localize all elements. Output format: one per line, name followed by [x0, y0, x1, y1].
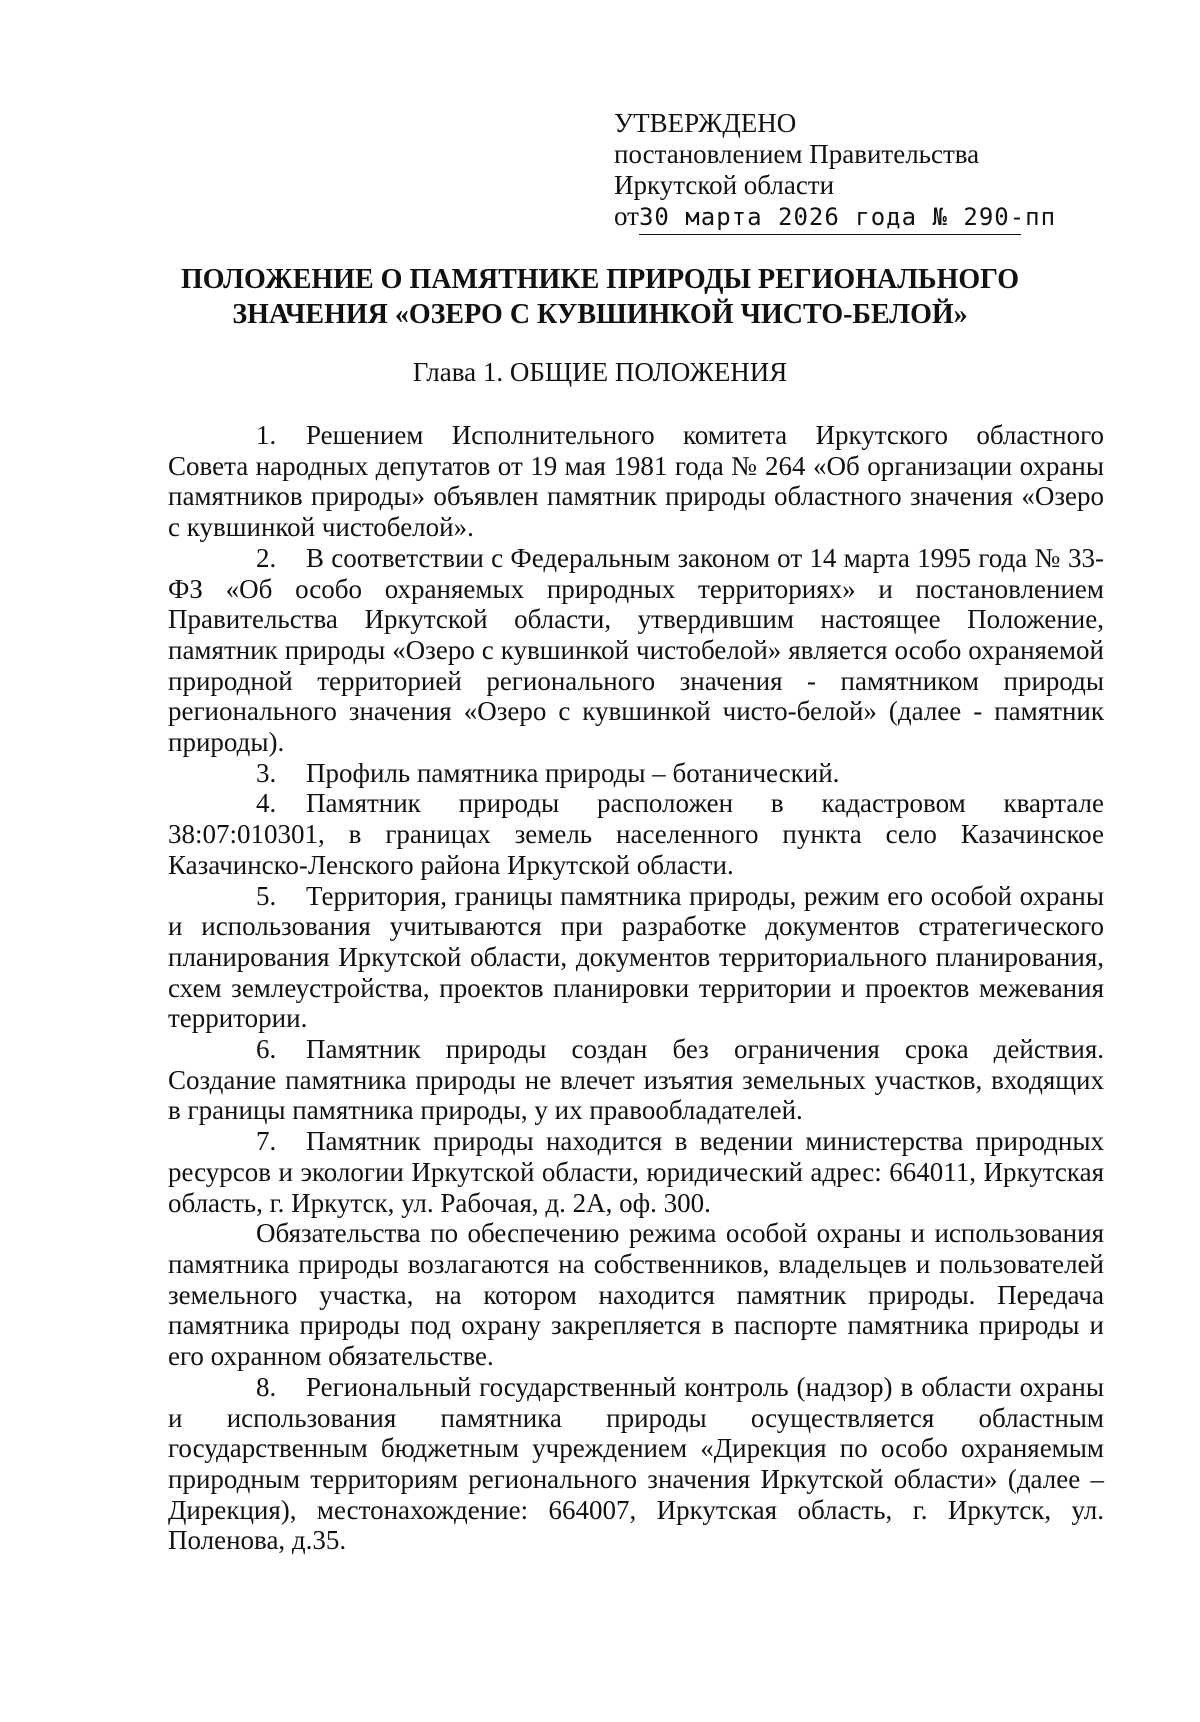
paragraph-number: 1.	[256, 420, 277, 450]
paragraph-text: Профиль памятника природы – ботанический.	[306, 757, 840, 788]
paragraph-number: 4.	[256, 788, 277, 819]
paragraph-text: Территория, границы памятника природы, режим его особой охраны и использования учитываются при разработке документов стратегического планирования Иркутской области, документов территориального планирования, схем землеустройства, проектов планировки территории и проектов межевания территории.	[168, 880, 1104, 1034]
paragraph	[168, 543, 1104, 758]
paragraph-continuation	[168, 1218, 1104, 1372]
approval-region: Иркутской области	[614, 170, 835, 200]
paragraph-number: 7.	[256, 1126, 277, 1157]
paragraph-text: В соответствии с Федеральным законом от 14 марта 1995 года № 33-ФЗ «Об особо охраняемых природных территориях» и постановлением Правительства Иркутской области, утвердившим настоящее Положение, памятник природы «Озеро с кувшинкой чистобелой» является особо охраняемой природной территорией регионального значения - памятником природы регионального значения «Озеро с кувшинкой чисто-белой» (далее - памятник природы).	[168, 542, 1104, 758]
paragraph	[168, 758, 1104, 789]
document-body	[168, 420, 1104, 1556]
paragraph-text: Обязательства по обеспечению режима особой охраны и использования памятника природы возлагаются на собственников, владельцев и пользователей земельного участка, на котором находится памятник природы. Передача памятника природы под охрану закрепляется в паспорте памятника природы и его охранном обязательстве.	[168, 1218, 1104, 1372]
paragraph-number: 3.	[256, 757, 277, 788]
approval-by-resolution: постановлением Правительства	[614, 139, 980, 169]
paragraph	[168, 881, 1104, 1035]
paragraph-number: 5.	[256, 880, 277, 911]
paragraph	[168, 1034, 1104, 1126]
paragraph-number: 6.	[256, 1034, 277, 1065]
paragraph	[168, 420, 1104, 543]
approval-date-prefix: от	[614, 201, 639, 231]
paragraph	[168, 1372, 1104, 1556]
title-line-2: ЗНАЧЕНИЯ «ОЗЕРО С КУВШИНКОЙ ЧИСТО-БЕЛОЙ»	[232, 299, 968, 330]
approval-date-line	[614, 201, 1057, 235]
title-line-1: ПОЛОЖЕНИЕ О ПАМЯТНИКЕ ПРИРОДЫ РЕГИОНАЛЬНОГО	[180, 264, 1020, 295]
approval-date-number: 30 марта 2026 года № 290-пп	[639, 202, 1021, 235]
paragraph-text: Памятник природы создан без ограничения срока действия. Создание памятника природы не влечет изъятия земельных участков, входящих в границы памятника природы, у их правообладателей.	[168, 1034, 1104, 1126]
paragraph	[168, 788, 1104, 880]
approval-block	[614, 108, 1057, 235]
paragraph	[168, 1126, 1104, 1218]
paragraph-number: 2.	[256, 542, 277, 573]
approval-heading: УТВЕРЖДЕНО	[614, 108, 797, 138]
paragraph-number: 8.	[256, 1371, 277, 1402]
chapter-heading: Глава 1. ОБЩИЕ ПОЛОЖЕНИЯ	[412, 357, 788, 387]
paragraph-text: Решением Исполнительного комитета Иркутского областного Совета народных депутатов от 19 мая 1981 года № 264 «Об организации охраны памятников природы» объявлен памятник природы областного значения «Озеро с кувшинкой чистобелой».	[168, 420, 1104, 543]
paragraph-text: Памятник природы расположен в кадастровом квартале 38:07:010301, в границах земель населенного пункта село Казачинское Казачинско-Ленского района Иркутской области.	[168, 788, 1104, 880]
paragraph-text: Памятник природы находится в ведении министерства природных ресурсов и экологии Иркутской области, юридический адрес: 664011, Иркутская область, г. Иркутск, ул. Рабочая, д. 2А, оф. 300.	[168, 1126, 1104, 1218]
paragraph-text: Региональный государственный контроль (надзор) в области охраны и использования памятника природы осуществляется областным государственным бюджетным учреждением «Дирекция по особо охраняемым природным территориям регионального значения Иркутской области» (далее – Дирекция), местонахождение: 664007, Иркутская область, г. Иркутск, ул. Поленова, д.35.	[168, 1371, 1104, 1556]
document-title	[150, 262, 1050, 332]
